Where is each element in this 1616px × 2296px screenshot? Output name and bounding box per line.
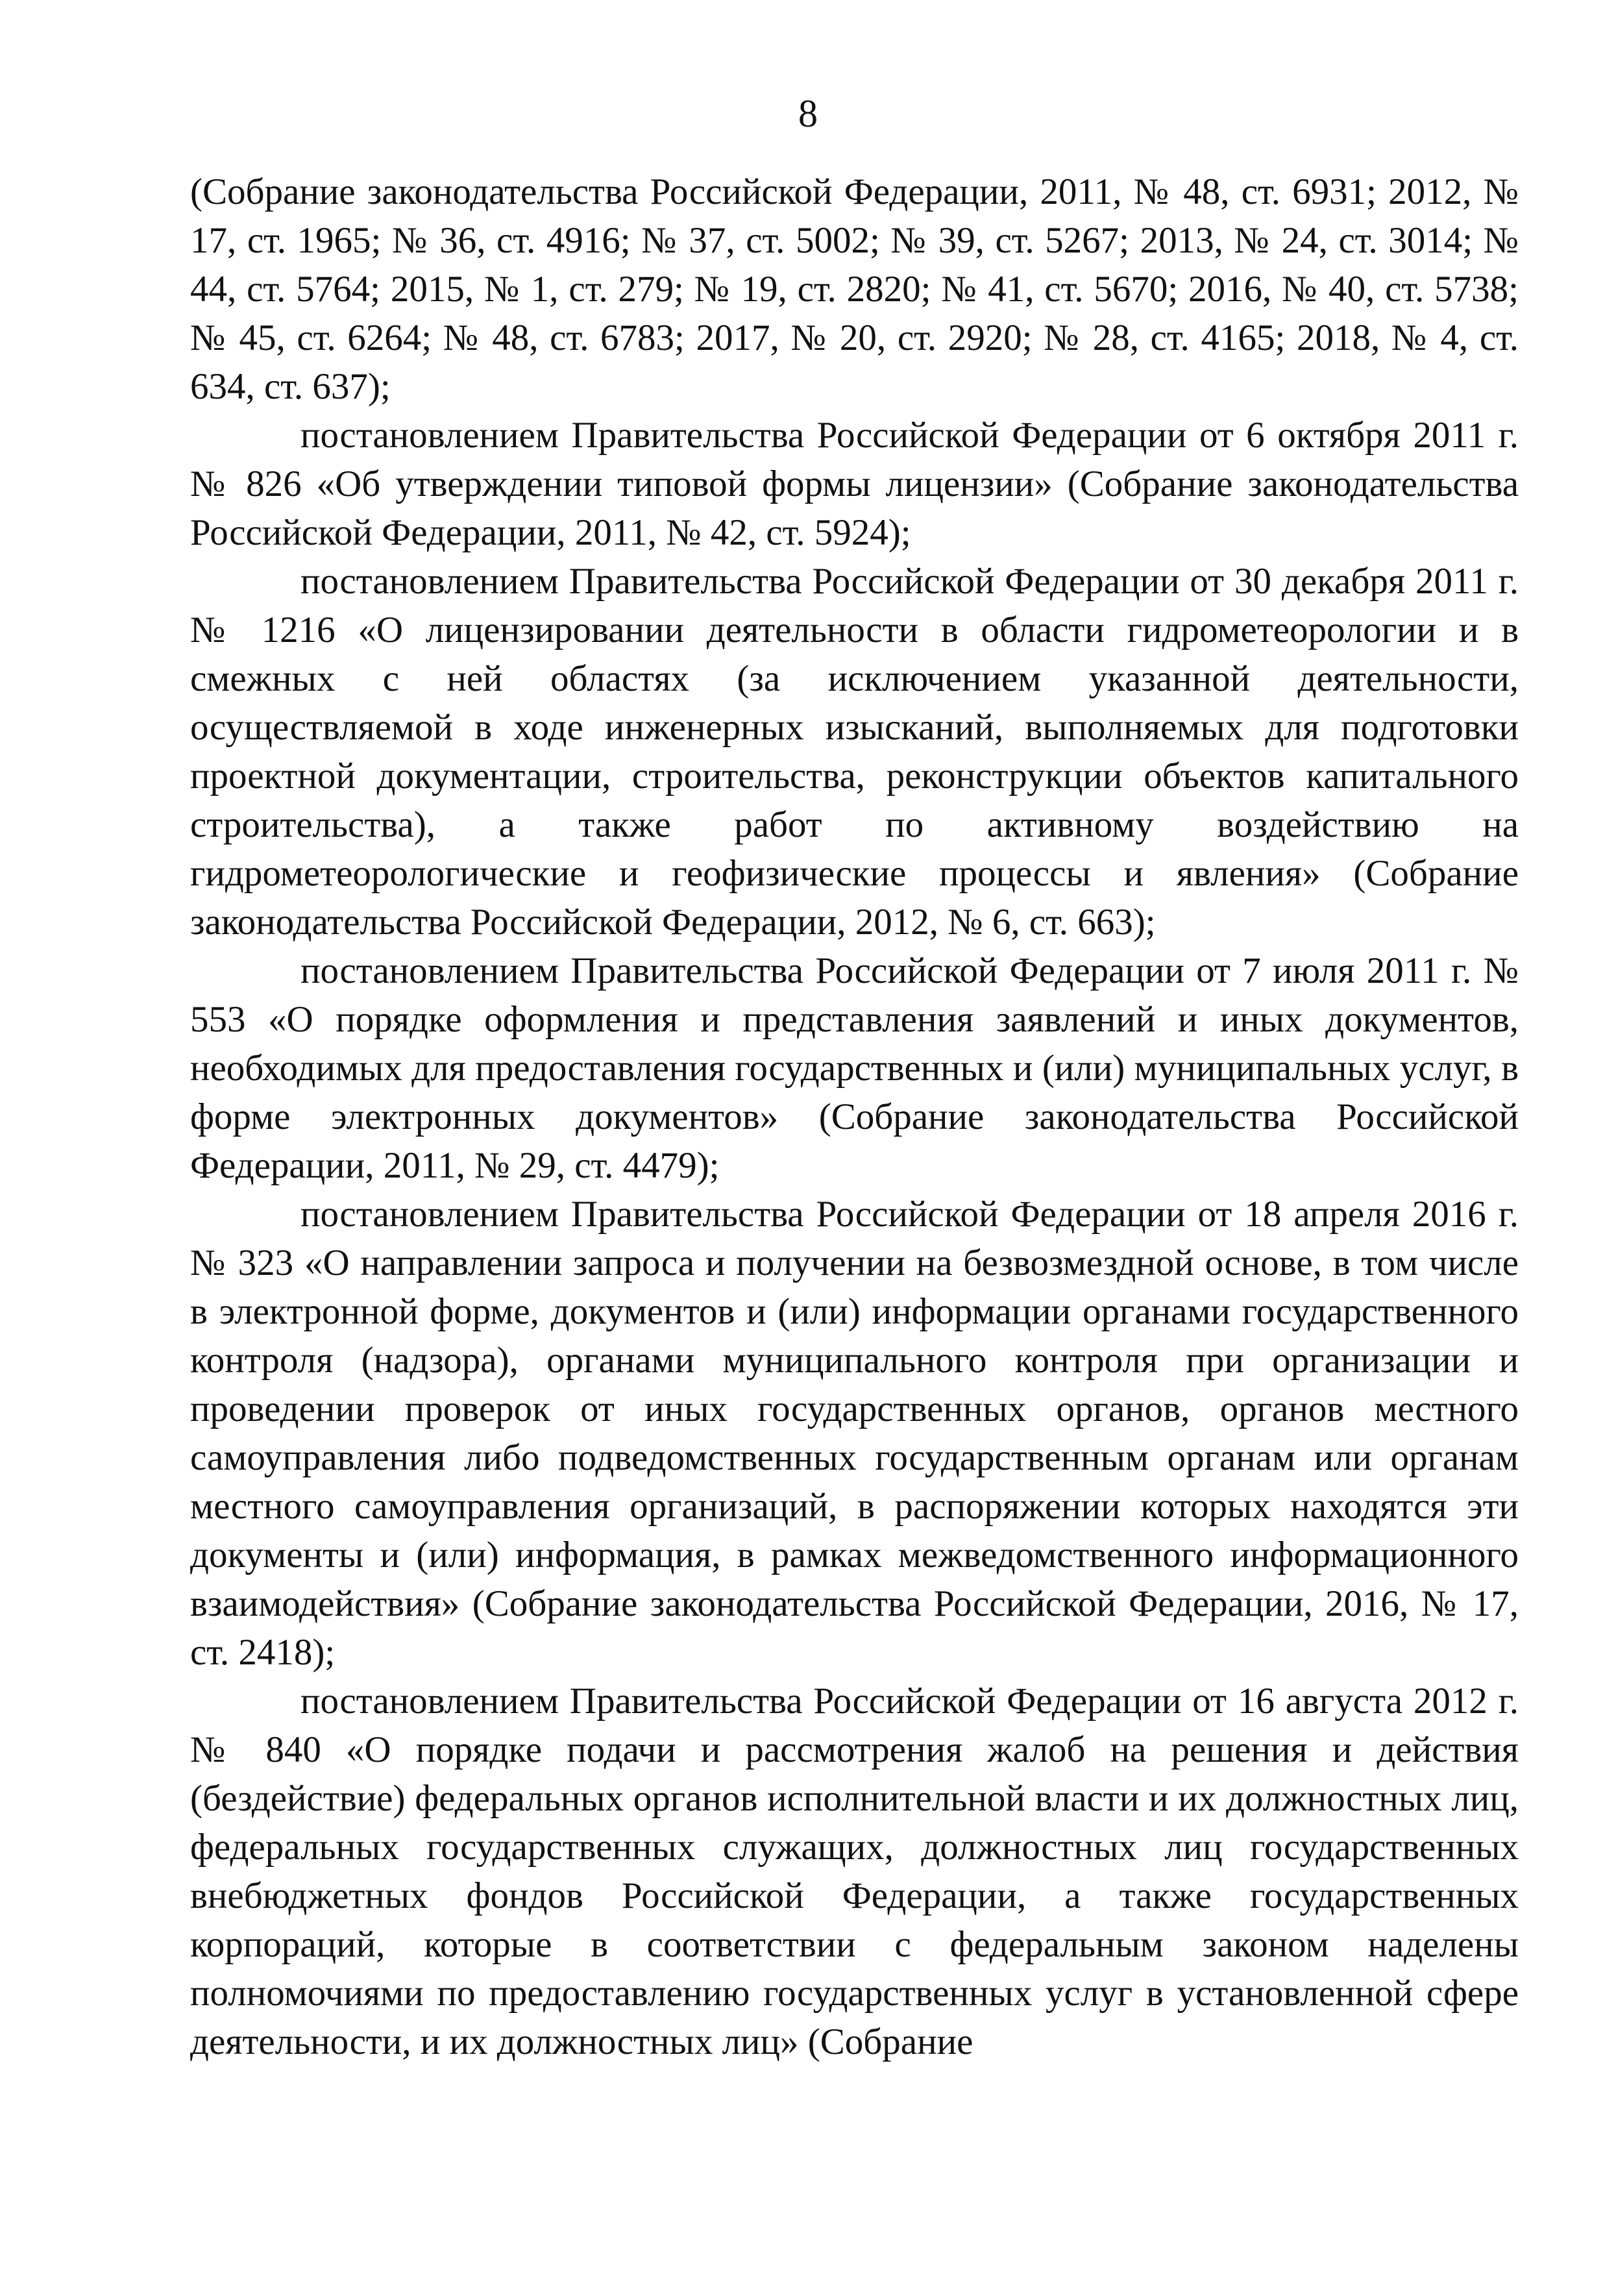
document-body [190,167,1519,2066]
paragraph-decree-323: постановлением Правительства Российской Федерации от 18 апреля 2016 г. № 323 «О направлении запроса и получении на безвозмездной основе, в том числе в электронной форме, документов и (или) информации органами государственного контроля (надзора), органами муниципального контроля при организации и проведении проверок от иных государственных органов, органов местного самоуправления либо подведомственных государственным органам или органам местного самоуправления организаций, в распоряжении которых находятся эти документы и (или) информация, в рамках межведомственного информационного взаимодействия» (Собрание законодательства Российской Федерации, 2016, № 17, ст. 2418); [190,1194,1519,1673]
paragraph-decree-1216: постановлением Правительства Российской Федерации от 30 декабря 2011 г. № 1216 «О лицензировании деятельности в области гидрометеорологии и в смежных с ней областях (за исключением указанной деятельности, осуществляемой в ходе инженерных изысканий, выполняемых для подготовки проектной документации, строительства, реконструкции объектов капитального строительства), а также работ по активному воздействию на гидрометеорологические и геофизические процессы и явления» (Собрание законодательства Российской Федерации, 2012, № 6, ст. 663); [190,561,1519,943]
paragraph-decree-840: постановлением Правительства Российской Федерации от 16 августа 2012 г. № 840 «О порядке подачи и рассмотрения жалоб на решения и действия (бездействие) федеральных органов исполнительной власти и их должностных лиц, федеральных государственных служащих, должностных лиц государственных внебюджетных фондов Российской Федерации, а также государственных корпораций, которые в соответствии с федеральным законом наделены полномочиями по предоставлению государственных услуг в установленной сфере деятельности, и их должностных лиц» (Собрание [190,1681,1519,2062]
paragraph-decree-553: постановлением Правительства Российской Федерации от 7 июля 2011 г. № 553 «О порядке оформления и представления заявлений и иных документов, необходимых для предоставления государственных и (или) муниципальных услуг, в форме электронных документов» (Собрание законодательства Российской Федерации, 2011, № 29, ст. 4479); [190,950,1519,1186]
paragraph-citation-continuation: (Собрание законодательства Российской Федерации, 2011, № 48, ст. 6931; 2012, № 17, ст. 1965; № 36, ст. 4916; № 37, ст. 5002; № 39, ст. 5267; 2013, № 24, ст. 3014; № 44, ст. 5764; 2015, № 1, ст. 279; № 19, ст. 2820; № 41, ст. 5670; 2016, № 40, ст. 5738; № 45, ст. 6264; № 48, ст. 6783; 2017, № 20, ст. 2920; № 28, ст. 4165; 2018, № 4, ст. 634, ст. 637); [190,171,1519,407]
paragraph-decree-826: постановлением Правительства Российской Федерации от 6 октября 2011 г. № 826 «Об утверждении типовой формы лицензии» (Собрание законодательства Российской Федерации, 2011, № 42, ст. 5924); [190,415,1519,553]
page-number: 8 [798,92,818,135]
